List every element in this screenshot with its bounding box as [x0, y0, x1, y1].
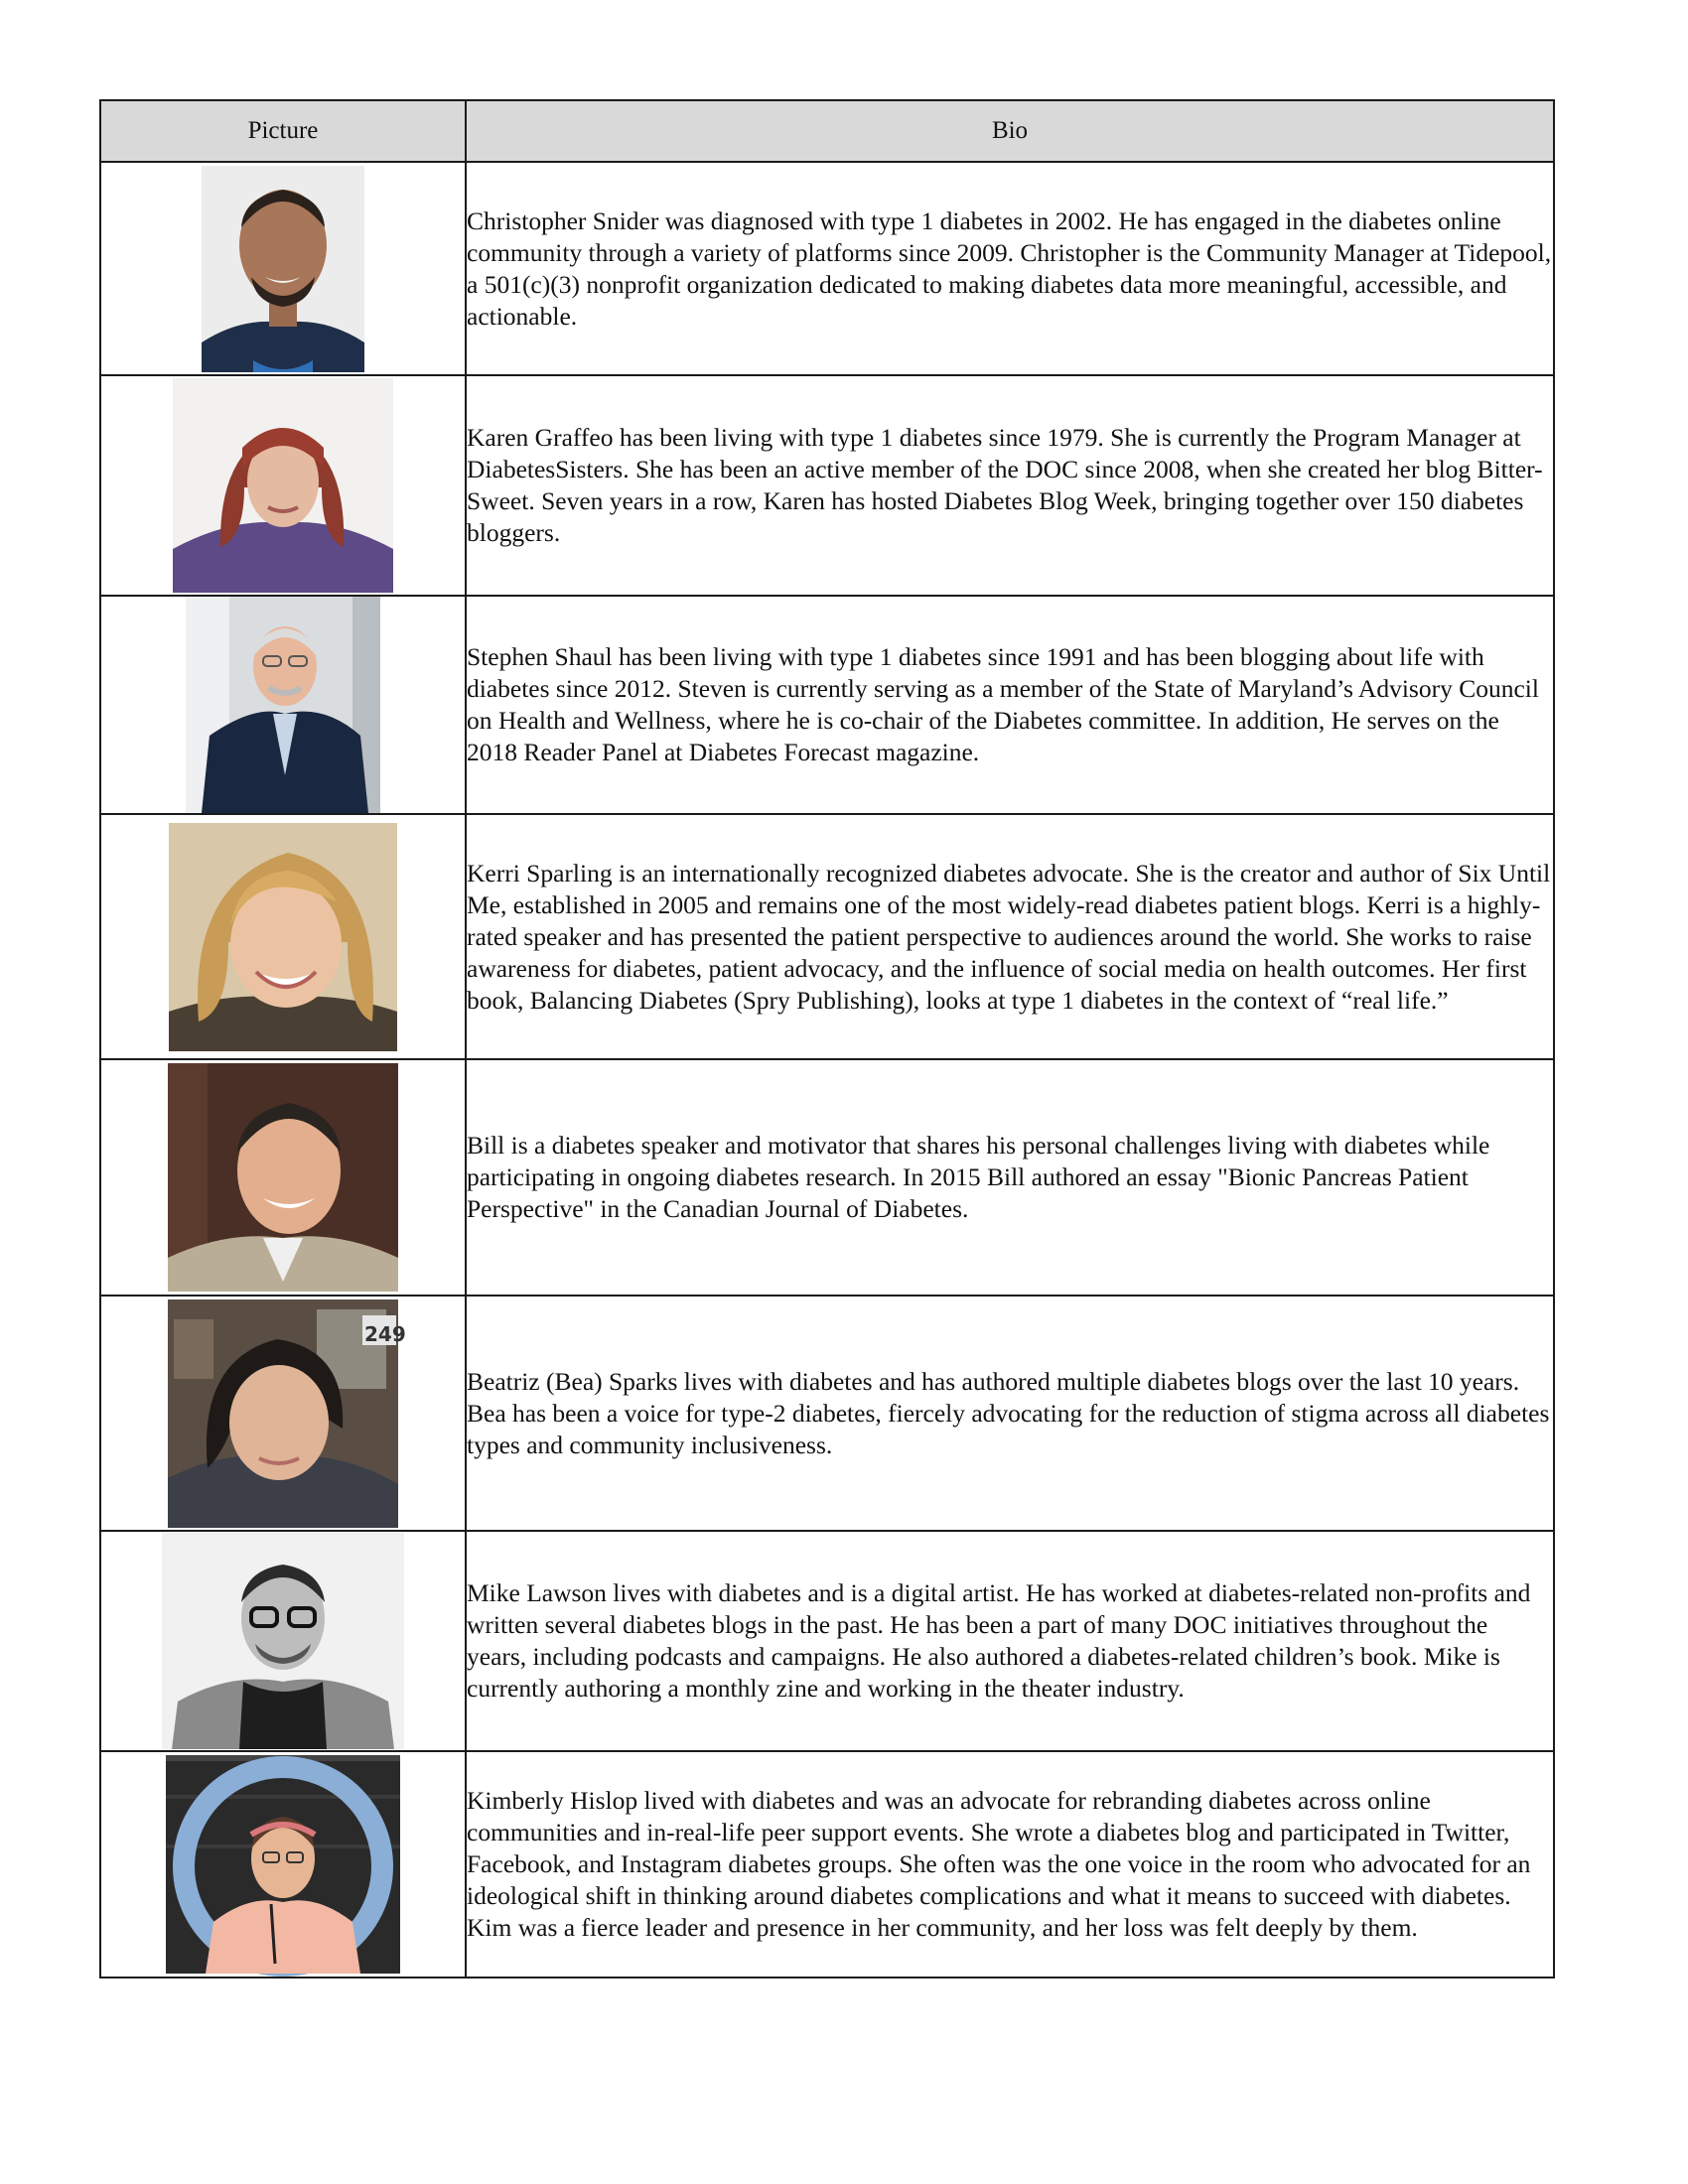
bio-text: Stephen Shaul has been living with type 1 diabetes since 1991 and has been blogging about life with diabetes since 2012. Steven is currently serving as a member of the State of Maryland’s Advisory Council on Health and Wellness, where he is co-chair of the Diabetes committee. In addition, He serves on the 2018 Reader Panel at Diabetes Forecast magazine. [466, 596, 1554, 814]
portrait-photo [169, 823, 397, 1051]
bio-text: Kerri Sparling is an internationally recognized diabetes advocate. She is the creator and author of Six Until Me, established in 2005 and remains one of the most widely-read diabetes patient blogs. Kerri is a highly-rated speaker and has presented the patient perspective to audiences around the world. She works to raise awareness for diabetes, patient advocacy, and the influence of social media on health outcomes. Her first book, Balancing Diabetes (Spry Publishing), looks at type 1 diabetes in the context of “real life.” [466, 814, 1554, 1059]
picture-cell [100, 1296, 466, 1531]
bio-text: Bill is a diabetes speaker and motivator that shares his personal challenges living with diabetes while participating in ongoing diabetes research. In 2015 Bill authored an essay "Bionic Pancreas Patient Perspective" in the Canadian Journal of Diabetes. [466, 1059, 1554, 1296]
picture-cell [100, 162, 466, 375]
header-picture: Picture [100, 100, 466, 162]
picture-cell [100, 814, 466, 1059]
table-row [100, 1531, 1554, 1751]
picture-cell [100, 596, 466, 814]
table-row [100, 814, 1554, 1059]
picture-cell [100, 375, 466, 596]
picture-cell [100, 1059, 466, 1296]
bio-text: Mike Lawson lives with diabetes and is a digital artist. He has worked at diabetes-related non-profits and written several diabetes blogs in the past. He has been a part of many DOC initiatives throughout the years, including podcasts and campaigns. He also authored a diabetes-related children’s book. Mike is currently authoring a monthly zine and working in the theater industry. [466, 1531, 1554, 1751]
bio-text: Beatriz (Bea) Sparks lives with diabetes and has authored multiple diabetes blogs over the last 10 years. Bea has been a voice for type-2 diabetes, fiercely advocating for the reduction of stigma across all diabetes types and community inclusiveness. [466, 1296, 1554, 1531]
table-header-row [100, 100, 1554, 162]
portrait-photo [186, 597, 380, 813]
portrait-photo [166, 1755, 400, 1974]
portrait-photo [202, 166, 364, 372]
table-row [100, 375, 1554, 596]
bio-table [99, 99, 1555, 1979]
bio-text: Christopher Snider was diagnosed with type 1 diabetes in 2002. He has engaged in the diabetes online community through a variety of platforms since 2009. Christopher is the Community Manager at Tidepool, a 501(c)(3) nonprofit organization dedicated to making diabetes data more meaningful, accessible, and actionable. [466, 162, 1554, 375]
header-bio: Bio [466, 100, 1554, 162]
table-row [100, 162, 1554, 375]
portrait-photo [168, 1063, 398, 1292]
portrait-photo [173, 378, 393, 593]
portrait-photo [168, 1299, 406, 1528]
photo-sign-text: 249 [364, 1321, 406, 1346]
table-row [100, 596, 1554, 814]
bio-text: Karen Graffeo has been living with type 1 diabetes since 1979. She is currently the Program Manager at DiabetesSisters. She has been an active member of the DOC since 2008, when she created her blog Bitter-Sweet. Seven years in a row, Karen has hosted Diabetes Blog Week, bringing together over 150 diabetes bloggers. [466, 375, 1554, 596]
picture-cell [100, 1751, 466, 1978]
portrait-photo [162, 1533, 404, 1749]
table-row [100, 1751, 1554, 1978]
table-row [100, 1296, 1554, 1531]
bio-text: Kimberly Hislop lived with diabetes and was an advocate for rebranding diabetes across online communities and in-real-life peer support events. She wrote a diabetes blog and participated in Twitter, Facebook, and Instagram diabetes groups. She often was the one voice in the room who advocated for an ideological shift in thinking around diabetes complications and what it means to succeed with diabetes. Kim was a fierce leader and presence in her community, and her loss was felt deeply by them. [466, 1751, 1554, 1978]
picture-cell [100, 1531, 466, 1751]
table-row [100, 1059, 1554, 1296]
